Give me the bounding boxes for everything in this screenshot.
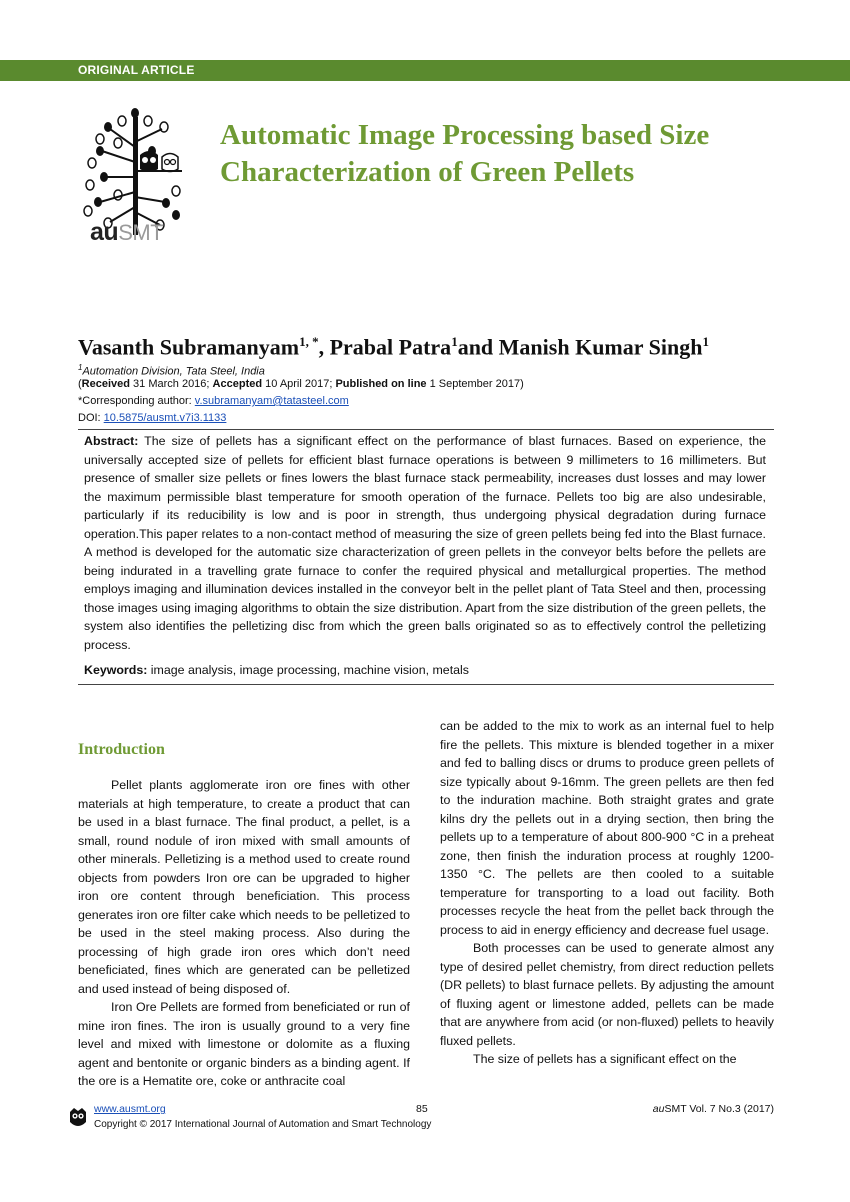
page-number: 85 [416, 1103, 428, 1115]
article-type-label: ORIGINAL ARTICLE [78, 63, 195, 77]
body-column-left [78, 776, 410, 1091]
corresponding-author: *Corresponding author: v.subramanyam@tatasteel.com [78, 395, 349, 407]
author-name: Manish Kumar Singh [498, 334, 703, 360]
author-email-link[interactable]: v.subramanyam@tatasteel.com [194, 395, 349, 407]
article-title: Automatic Image Processing based Size Characterization of Green Pellets [220, 119, 710, 188]
ausmt-logo-wordmark: auSMT [90, 218, 164, 246]
paragraph: can be added to the mix to work as an internal fuel to help fire the pellets. This mixture is blended together in a mixer and fed to balling discs or drums to produce green pellets of size typically about 9-16mm. The green pellets are then fed to the induration machine. Both straight grates and grate kilns dry the pellets out in a drying section, then bring the pellets up to a temperature of about 800-900 °C in a preheat zone, then finish the induration process at roughly 1200-1350 °C. The pellets are then cooled to a suitable temperature for transporting to a load out facility. Both processes recycle the heat from the pellet back through the process to aid in energy efficiency and decrease fuel usage. [440, 719, 774, 937]
author-name: Vasanth Subramanyam [78, 334, 300, 360]
owl-icon [68, 1106, 88, 1130]
abstract-text: The size of pellets has a significant effect on the performance of blast furnaces. Based on experience, the universally accepted size of pellets for efficient blast furnace operations is between 9 millimeters to 16 millimeters. But presence of smaller size pellets or fines lowers the blast furnace stack permeability, increases dust losses and may lower the maximum permissible blast temperature for smooth operation of the furnace. Pellets too big are also undesirable, particularly if its reducibility is low and is poor in strength, thus undergoing physical degradation during furnace operation.This paper relates to a non-contact method of measuring the size of green pellets being fed into the Blast furnace. A method is developed for the automatic size characterization of green pellets in the conveyor belts before the pellets are being indurated in a travelling grate furnace to confer the required physical and metallurgical properties. The method employs imaging and illumination devices installed in the conveyor belt in the pellet plant of Tata Steel and then, processing those images using imaging algorithms to obtain the size distribution. Apart from the size distribution of the green pellets, the system also identifies the pelletizing disc from which the green balls originated so as to effectively control the pelletizing process. [84, 434, 767, 652]
keywords: Keywords: image analysis, image processing, machine vision, metals [84, 663, 469, 677]
journal-volume: auSMT Vol. 7 No.3 (2017) [652, 1103, 774, 1115]
doi-link[interactable]: 10.5875/ausmt.v7i3.1133 [103, 412, 227, 424]
journal-url-link[interactable]: www.ausmt.org [94, 1103, 166, 1115]
article-type-banner [0, 60, 850, 81]
paragraph: Both processes can be used to generate almost any type of desired pellet chemistry, from direct reduction pellets (DR pellets) to blast furnace pellets. By adjusting the amount of fluxing agent or limestone added, pellets can be made that are anywhere from acid (or non-fluxed) pellets to heavily fluxed pellets. [440, 941, 774, 1048]
article-dates: (Received 31 March 2016; Accepted 10 April 2017; Published on line 1 September 2017) [78, 378, 524, 390]
divider [78, 684, 774, 685]
author-list: Vasanth Subramanyam$^{1, *}$, Prabal Patra$^1$and Manish Kumar Singh$^1$ [78, 334, 709, 360]
abstract [84, 432, 766, 654]
author-name: Prabal Patra [329, 334, 452, 360]
doi-line: DOI: 10.5875/ausmt.v7i3.1133 [78, 412, 227, 424]
affiliation: $^1$Automation Division, Tata Steel, India [78, 363, 265, 378]
paragraph: The size of pellets has a significant effect on the [473, 1052, 737, 1066]
copyright: Copyright © 2017 International Journal of Automation and Smart Technology [94, 1119, 432, 1130]
abstract-label: Abstract: [84, 434, 139, 448]
paragraph: Pellet plants agglomerate iron ore fines with other materials at high temperature, to create a product that can be used in a blast furnace. The final product, a pellet, is a small, round nodule of iron mixed with small amounts of other minerals. Pelletizing is a method used to create round objects from powders Iron ore can be upgraded to higher iron ore content through beneficiation. This process generates iron ore filter cake which needs to be pelletized to be used in the steel making process. Also during the processing of high grade iron ores which don’t need beneficiated, fines which are generated can be pelletized and used instead of being disposed of. [78, 778, 410, 996]
section-heading: Introduction [78, 741, 165, 758]
body-column-right [440, 717, 774, 1069]
divider [78, 429, 774, 430]
paragraph: Iron Ore Pellets are formed from beneficiated or run of mine iron fines. The iron is usually ground to a very fine level and mixed with limestone or dolomite as a fluxing agent and bentonite or organic binders as a binding agent. If the ore is a Hematite ore, coke or anthracite coal [78, 1000, 410, 1088]
